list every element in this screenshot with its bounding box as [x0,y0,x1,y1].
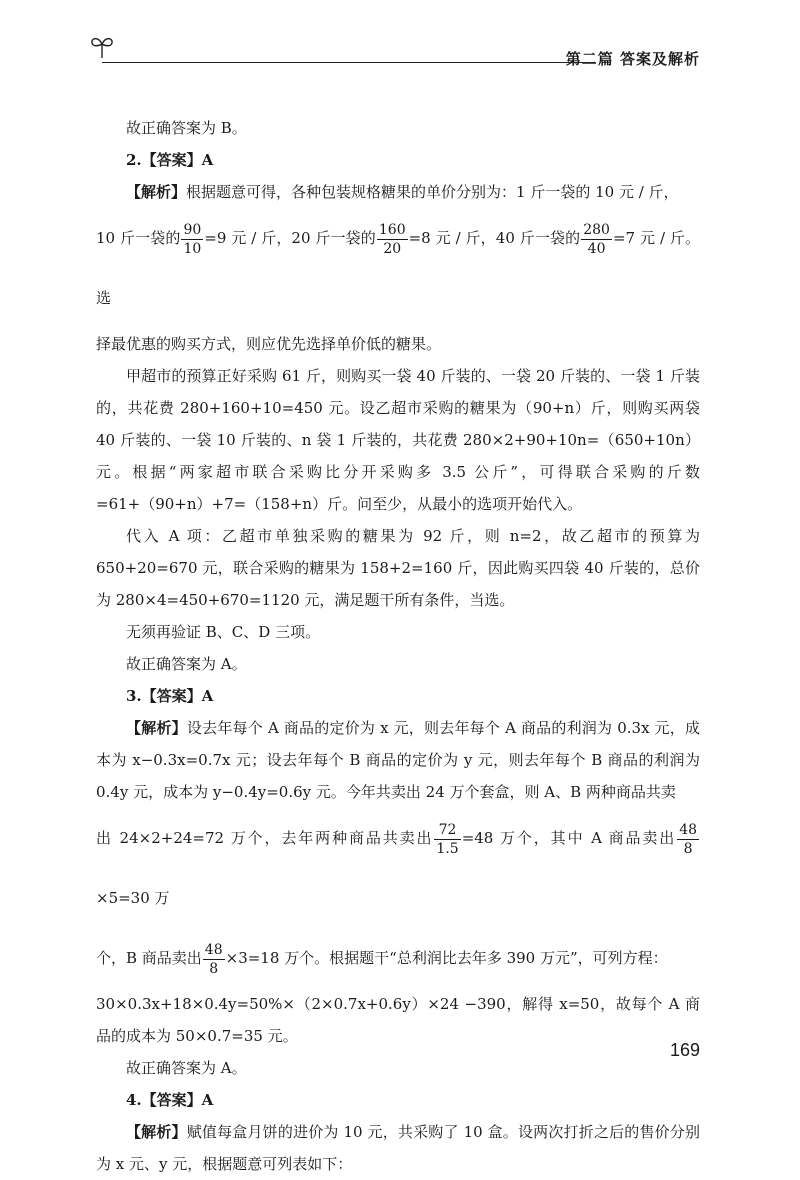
running-title: 第二篇 答案及解析 [565,50,700,68]
analysis-tag: 【解析】 [126,183,187,201]
fraction: $\frac{280}{40}$ [583,221,610,257]
paragraph: 30×0.3x+18×0.4y=50%×（2×0.7x+0.6y）×24 −390，解得 x=50，故每个 A 商品的成本为 50×0.7=35 元。 [96,995,700,1045]
paragraph: 甲超市的预算正好采购 61 斤，则购买一袋 40 斤装的、一袋 20 斤装的、一袋 1 斤装的，共花费 280+160+10=450 元。设乙超市采购的糖果为（90+n）斤，则购买两袋 40 斤装的、一袋 10 斤装的、n 袋 1 斤装的，共花费 280×2+90+10n=（650+10n）元。根据“两家超市联合采购比分开采购多 3.5 公斤”，可得联合采购的斤数 =61+（90+n）+7=（158+n）斤。问至少，从最小的选项开始代入。 [96,367,700,513]
fraction: $\frac{48}{8}$ [204,941,223,977]
answer-label: 4.【答案】A [126,1091,214,1109]
paragraph-with-fractions: 个，B 商品卖出 $\frac{48}{8}$ ×3=18 万个。根据题干“总利润比去年多 390 万元”，可列方程： [96,941,668,977]
paragraph: 【解析】根据题意可得，各种包装规格糖果的单价分别为：1 斤一袋的 10 元 / 斤， [126,183,679,201]
paragraph-with-fractions: 出 24×2+24=72 万个，去年两种商品共卖出 $\frac{72}{1.5}$ =48 万个，其中 A 商品卖出 $\frac{48}{8}$ ×5=30 万 [96,821,698,907]
header-rule [102,62,594,63]
fraction: $\frac{90}{10}$ [183,221,202,257]
paragraph: 故正确答案为 B。 [126,119,247,137]
fraction: $\frac{48}{8}$ [679,821,698,857]
paragraph: 【解析】赋值每盒月饼的进价为 10 元，共采购了 10 盒。设两次打折之后的售价分别为 x 元、y 元，根据题意可列表如下： [96,1123,700,1173]
paragraph: 故正确答案为 A。 [126,655,247,673]
page-header [88,32,700,72]
page-content [96,112,700,1180]
sprout-icon [88,32,116,60]
answer-label: 3.【答案】A [126,687,214,705]
paragraph: 择最优惠的购买方式，则应优先选择单价低的糖果。 [96,335,442,353]
paragraph: 无须再验证 B、C、D 三项。 [126,623,321,641]
analysis-tag: 【解析】 [126,719,187,737]
fraction: $\frac{72}{1.5}$ [436,821,459,857]
paragraph: 故正确答案为 A。 [126,1059,247,1077]
page-number: 169 [669,1040,700,1060]
paragraph-with-fractions: 10 斤一袋的 $\frac{90}{10}$ =9 元 / 斤，20 斤一袋的 $\frac{160}{20}$ =8 元 / 斤，40 斤一袋的 $\frac{280}{40}$ =7 元 / 斤。选 [96,221,701,307]
paragraph: 【解析】设去年每个 A 商品的定价为 x 元，则去年每个 A 商品的利润为 0.3x 元，成本为 x−0.3x=0.7x 元；设去年每个 B 商品的定价为 y 元，则去年每个 B 商品的利润为 0.4y 元，成本为 y−0.4y=0.6y 元。今年共卖出 24 万个套盒，则 A、B 两种商品共卖 [96,719,700,801]
fraction: $\frac{160}{20}$ [378,221,406,257]
analysis-tag: 【解析】 [126,1123,187,1141]
paragraph: 代入 A 项：乙超市单独采购的糖果为 92 斤，则 n=2，故乙超市的预算为 650+20=670 元，联合采购的糖果为 158+2=160 斤，因此购买四袋 40 斤装的，总价为 280×4=450+670=1120 元，满足题干所有条件，当选。 [96,527,700,609]
answer-label: 2.【答案】A [126,151,214,169]
